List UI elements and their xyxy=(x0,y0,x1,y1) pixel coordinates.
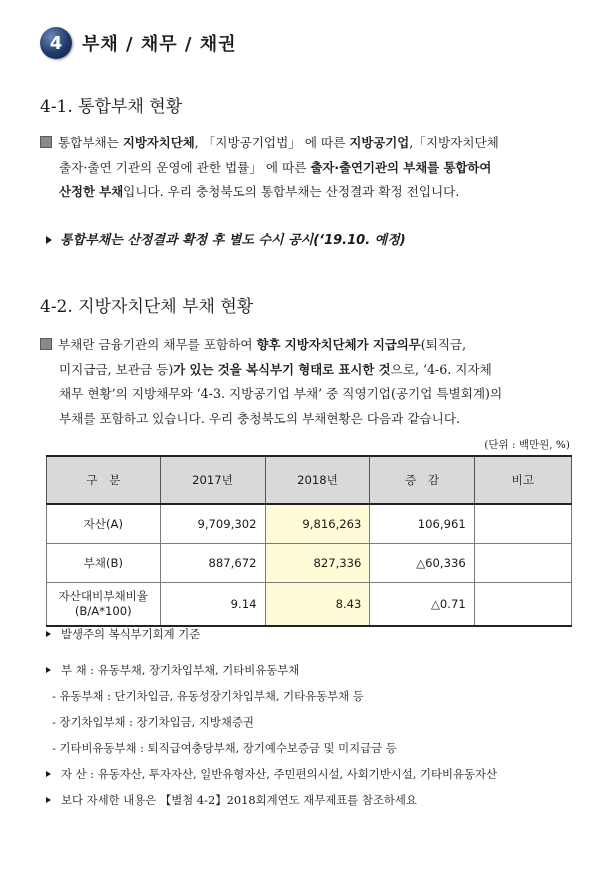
row-label: 부채(B) xyxy=(47,544,161,583)
footnote-text: 부 채 : 유동부채, 장기차입부채, 기타비유동부채 xyxy=(61,663,300,677)
triangle-bullet-icon xyxy=(46,771,51,777)
square-bullet-icon xyxy=(40,136,52,148)
bold-text: 산정한 부채 xyxy=(59,184,124,199)
row-label xyxy=(47,583,161,627)
footnote-subitem: - 유동부채 : 단기차입금, 유동성장기차입부채, 기타유동부채 등 xyxy=(52,689,364,703)
text: 미지급금, 보관금 등) xyxy=(59,361,174,377)
square-bullet-icon xyxy=(40,338,52,350)
footnote-text: 보다 자세한 내용은 【별첨 4-2】2018회계연도 재무제표를 참조하세요 xyxy=(61,793,417,807)
cell-change: △0.71 xyxy=(370,583,474,627)
col-header: 2018년 xyxy=(265,456,370,504)
bold-text: 가 있는 것을 복식부기 형태로 표시한 것 xyxy=(173,361,391,377)
debt-table xyxy=(46,455,572,627)
section-4-2-paragraph xyxy=(40,333,580,431)
text: 출자·출연 기관의 운영에 관한 법률」 에 따른 xyxy=(59,159,311,175)
col-header: 구 분 xyxy=(47,456,161,504)
col-header: 2017년 xyxy=(160,456,265,504)
row-label-line2: (B/A*100) xyxy=(74,604,132,618)
text: 부채를 포함하고 있습니다. 우리 충청북도의 부채현황은 다음과 같습니다. xyxy=(59,410,460,426)
section-heading-4-2: 4-2. 지방자치단체 부채 현황 xyxy=(40,297,254,317)
cell-note xyxy=(474,504,571,544)
cell-note xyxy=(474,583,571,627)
cell-2018: 827,336 xyxy=(265,544,370,583)
footnote-subitem: - 기타비유동부채 : 퇴직급여충당부채, 장기예수보증금 및 미지급금 등 xyxy=(52,741,397,755)
footnote-item xyxy=(46,657,497,683)
section-4-1-paragraph xyxy=(40,131,580,205)
text: (퇴직금, xyxy=(420,337,467,352)
cell-change: 106,961 xyxy=(370,504,474,544)
bold-text: 지방공기업 xyxy=(349,135,410,150)
footnote-text: 자 산 : 유동자산, 투자자산, 일반유형자산, 주민편의시설, 사회기반시설, 기타비유동자산 xyxy=(61,767,498,781)
text: ,「지방자치단체 xyxy=(409,135,499,150)
cell-2017: 9,709,302 xyxy=(160,504,265,544)
table-header-row xyxy=(47,456,572,504)
cell-2018: 9,816,263 xyxy=(265,504,370,544)
text: 채무 현황’의 지방채무와 ‘4-3. 지방공기업 부채’ 중 직영기업(공기업 특별회계)의 xyxy=(59,386,503,401)
chapter-number-badge: 4 xyxy=(40,27,72,59)
footnote-text: 발생주의 복식부기회계 기준 xyxy=(61,627,201,641)
text: , 「지방공기업법」 에 따른 xyxy=(194,135,350,150)
section-heading-4-1: 4-1. 통합부채 현황 xyxy=(40,97,183,117)
bold-text: 향후 지방자치단체가 지급의무 xyxy=(256,337,421,352)
col-header: 비고 xyxy=(474,456,571,504)
text: 통합부채는 xyxy=(58,135,123,150)
chapter-title: 부채 / 채무 / 채권 xyxy=(82,34,237,55)
cell-note xyxy=(474,544,571,583)
triangle-bullet-icon xyxy=(46,797,51,803)
footnote-subitem: - 장기차입부채 : 장기차입금, 지방채증권 xyxy=(52,715,254,729)
cell-change: △60,336 xyxy=(370,544,474,583)
row-label: 자산(A) xyxy=(47,504,161,544)
triangle-bullet-icon xyxy=(46,631,51,637)
row-label-line1: 자산대비부채비율 xyxy=(58,589,149,603)
footnotes xyxy=(46,623,497,813)
callout-note xyxy=(46,229,406,248)
unit-label: (단위 : 백만원, %) xyxy=(484,439,570,451)
table-row xyxy=(47,504,572,544)
footnote-item xyxy=(46,761,497,787)
table-row xyxy=(47,544,572,583)
bold-text: 지방자치단체 xyxy=(122,135,195,150)
cell-2017: 9.14 xyxy=(160,583,265,627)
chapter-header xyxy=(40,27,237,59)
table-row xyxy=(47,583,572,627)
cell-2018: 8.43 xyxy=(265,583,370,627)
triangle-bullet-icon xyxy=(46,667,51,673)
cell-2017: 887,672 xyxy=(160,544,265,583)
callout-text: 통합부채는 산정결과 확정 후 별도 수시 공시(‘19.10. 예정) xyxy=(60,233,406,248)
footnote-item xyxy=(46,787,497,813)
footnote-item xyxy=(46,623,497,657)
text: 입니다. 우리 충청북도의 통합부채는 산정결과 확정 전입니다. xyxy=(123,184,460,199)
bold-text: 출자·출연기관의 부채를 통합하여 xyxy=(310,159,492,175)
text: 으로, ‘4-6. 지자체 xyxy=(390,361,492,377)
col-header: 증 감 xyxy=(370,456,474,504)
text: 부채란 금융기관의 채무를 포함하여 xyxy=(58,337,257,352)
triangle-bullet-icon xyxy=(46,236,52,244)
